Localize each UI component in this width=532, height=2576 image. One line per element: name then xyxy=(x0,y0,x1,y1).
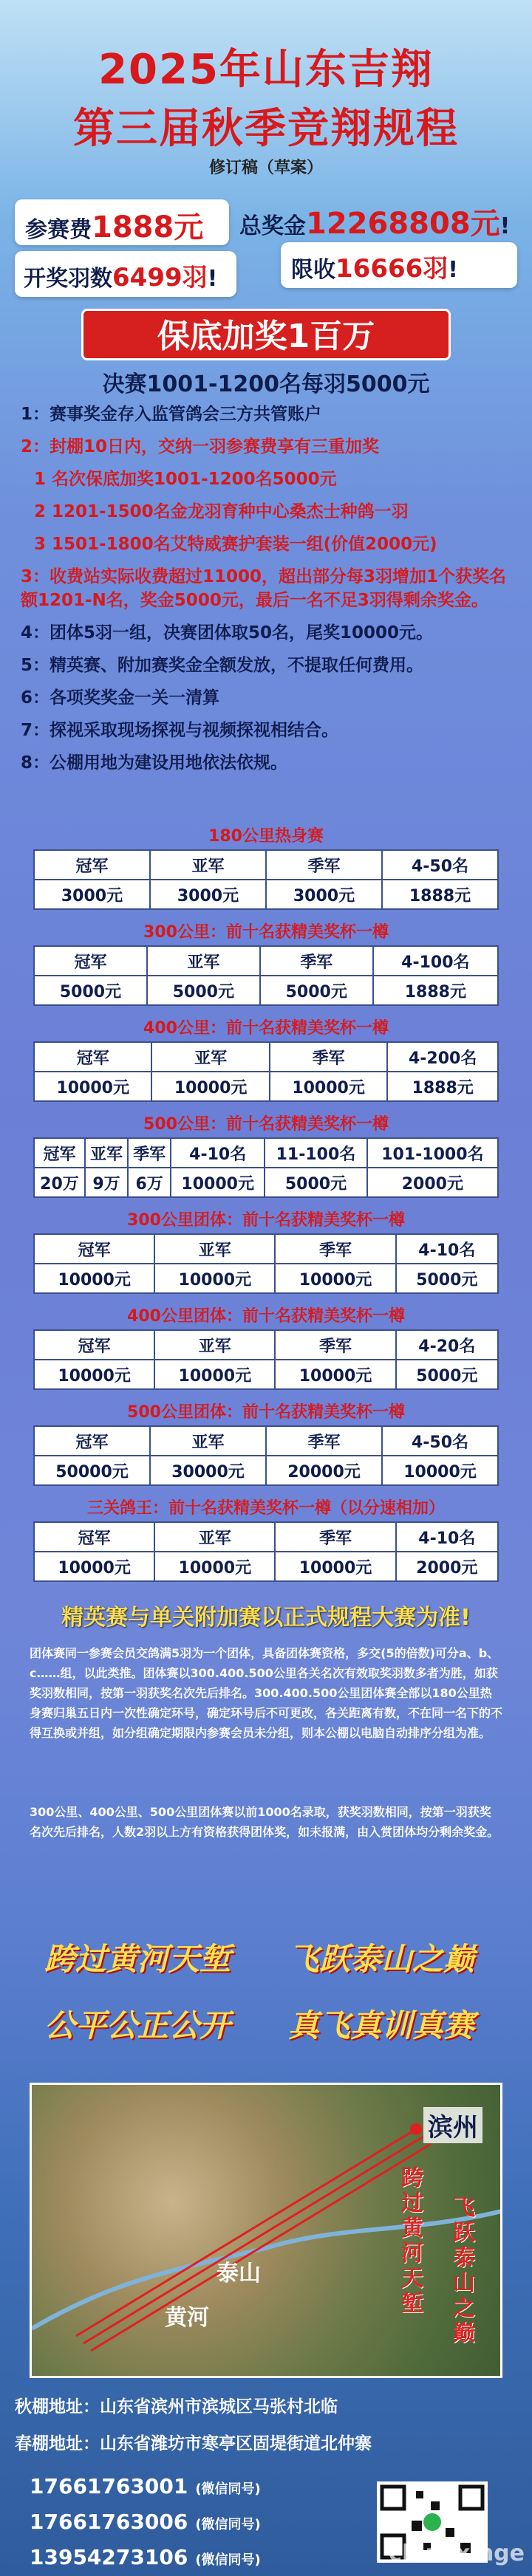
prize-table xyxy=(33,1521,499,1582)
table-cell: 10000元 xyxy=(275,1360,395,1389)
entry-fee-label: 参赛费 xyxy=(25,217,92,243)
table-cell: 101-1000名 xyxy=(367,1138,498,1168)
taishan-label: 泰山 xyxy=(216,2261,261,2286)
entry-fee-box xyxy=(15,199,229,245)
table-cell: 5000元 xyxy=(147,976,260,1005)
rule-item: 2：封棚10日内，交纳一羽参赛费享有三重加奖 xyxy=(21,437,380,456)
spring-address xyxy=(15,2430,517,2454)
spring-address-value: 山东省潍坊市寒亭区固堤街道北仲寨 xyxy=(100,2434,372,2453)
huanghe-label: 黄河 xyxy=(165,2305,209,2331)
phone-item[interactable] xyxy=(30,2545,261,2569)
notice-headline: 精英赛与单关附加赛以正式规程大赛为准! xyxy=(61,1605,471,1631)
rule-item: 3 1501-1800名艾特威赛护套装一组(价值2000元) xyxy=(34,535,437,554)
table-cell: 10000元 xyxy=(34,1360,154,1389)
award-count-value: 6499羽 xyxy=(112,263,208,292)
table-cell: 冠军 xyxy=(34,1330,154,1360)
table-cell: 1888元 xyxy=(373,976,498,1005)
phone-tag: (微信同号) xyxy=(195,2481,261,2497)
table-head-row xyxy=(34,946,498,976)
table-cell: 6万 xyxy=(128,1168,171,1197)
award-count-box xyxy=(15,251,236,297)
table-cell: 季军 xyxy=(260,946,373,976)
vertical-slogan-a: 跨过黄河天堑 xyxy=(401,2165,423,2317)
table-cell: 季军 xyxy=(270,1042,387,1072)
autumn-address xyxy=(15,2393,517,2417)
prize-table xyxy=(33,1233,499,1294)
table-head-row xyxy=(34,1234,498,1264)
table-cell: 冠军 xyxy=(34,1138,85,1168)
table-cell: 5000元 xyxy=(260,976,373,1005)
bonus-banner: 保底加奖1百万 xyxy=(81,309,451,360)
award-count-label: 开奖羽数 xyxy=(24,266,112,292)
route-line xyxy=(83,2137,423,2343)
prize-table xyxy=(33,1041,499,1102)
flight-route-map xyxy=(30,2083,502,2378)
table-cell: 1888元 xyxy=(382,880,498,909)
table-cell: 10000元 xyxy=(154,1264,275,1293)
phone-number[interactable]: 13954273106 xyxy=(30,2545,188,2569)
table-cell: 季军 xyxy=(275,1234,395,1264)
binzhou-label: 滨州 xyxy=(423,2107,482,2143)
table-cell: 冠军 xyxy=(34,1042,151,1072)
table-cell: 10000元 xyxy=(275,1264,395,1293)
rule-item: 8：公棚用地为建设用地依法依规。 xyxy=(21,753,288,773)
rule-item: 7：探视采取现场探视与视频探视相结合。 xyxy=(21,721,339,740)
table-row xyxy=(34,1456,498,1485)
table-cell: 亚军 xyxy=(154,1522,275,1552)
table-title: 300公里：前十名获精美奖杯一樽 xyxy=(143,923,389,942)
rule-item: 1：赛事奖金存入监管鸽会三方共管账户 xyxy=(21,405,322,424)
yellow-river-line xyxy=(32,2210,502,2329)
phone-item[interactable] xyxy=(30,2510,261,2534)
total-prize-value: 12268808元 xyxy=(306,207,500,241)
limit-box xyxy=(281,242,517,288)
table-cell: 冠军 xyxy=(34,946,147,976)
title-line-1: 2025年山东吉翔 xyxy=(98,46,434,94)
revision-note: 修订稿（草案） xyxy=(208,159,323,177)
table-cell: 10000元 xyxy=(154,1360,275,1389)
binzhou-marker xyxy=(410,2123,422,2135)
phone-number[interactable]: 17661763001 xyxy=(30,2474,188,2498)
table-cell: 10000元 xyxy=(171,1168,265,1197)
table-cell: 季军 xyxy=(275,1330,395,1360)
table-cell: 季军 xyxy=(266,850,382,880)
rule-item: 5：精英赛、附加赛奖金全额发放，不提取任何费用。 xyxy=(21,656,424,675)
rule-item: 2 1201-1500名金龙羽育种中心桑杰士种鸽一羽 xyxy=(34,502,409,521)
table-row xyxy=(34,1264,498,1293)
table-cell: 4-10名 xyxy=(396,1522,498,1552)
table-cell: 4-10名 xyxy=(396,1234,498,1264)
table-cell: 2000元 xyxy=(367,1168,498,1197)
table-cell: 4-200名 xyxy=(387,1042,498,1072)
slogan-1a: 跨过黄河天堑 xyxy=(44,1941,231,1977)
prize-table xyxy=(33,849,499,910)
table-cell: 季军 xyxy=(128,1138,171,1168)
table-cell: 5000元 xyxy=(396,1264,498,1293)
rules-list xyxy=(21,402,516,784)
limit-label: 限收 xyxy=(291,257,335,283)
autumn-address-label: 秋棚地址： xyxy=(15,2397,100,2416)
table-row xyxy=(34,976,498,1005)
table-head-row xyxy=(34,1138,498,1168)
autumn-address-value: 山东省滨州市滨城区马张村北临 xyxy=(100,2397,338,2416)
award-count-suffix: ! xyxy=(207,266,218,292)
table-cell: 3000元 xyxy=(266,880,382,909)
table-row xyxy=(34,1552,498,1581)
table-cell: 1888元 xyxy=(387,1072,498,1101)
table-cell: 亚军 xyxy=(154,1330,275,1360)
table-cell: 亚军 xyxy=(147,946,260,976)
vertical-slogan-b: 飞跃泰山之巅 xyxy=(453,2195,475,2346)
phone-tag: (微信同号) xyxy=(195,2552,261,2568)
table-cell: 3000元 xyxy=(150,880,266,909)
notice-paragraph-2: 300公里、400公里、500公里团体赛以前1000名录取，获奖羽数相同，按第一羽获奖名次先后排名，人数2羽以上方有资格获得团体奖，如未报满，由入赏团体均分剩余奖金。 xyxy=(30,1805,499,1839)
prize-table xyxy=(33,945,499,1006)
table-cell: 亚军 xyxy=(151,1042,269,1072)
table-cell: 10000元 xyxy=(154,1552,275,1581)
notice-paragraph-1: 团体赛同一参赛会员交鸽满5羽为一个团体，具备团体赛资格，多交(5的倍数)可分a、b、c……组，以此类推。团体赛以300.400.500公里各关名次有效取奖羽数多者为胜，如获奖羽数相同，按第一羽获奖名次先后排名。300.400.500公里团体赛全部以180公里热身赛归巢五日内一次性确定环号，确定环号后不可更改，各关距离有数，不在同一名下的不得互换或并组，如分组确定期限内参赛会员未分组，则本公棚以电脑自动排序分组为准。 xyxy=(30,1646,503,1740)
table-cell: 10000元 xyxy=(34,1552,154,1581)
table-cell: 季军 xyxy=(275,1522,395,1552)
table-title: 三关鸽王：前十名获精美奖杯一樽（以分速相加） xyxy=(86,1499,445,1518)
limit-suffix: ! xyxy=(448,257,458,283)
phone-number[interactable]: 17661763006 xyxy=(30,2510,188,2534)
table-cell: 亚军 xyxy=(150,1426,266,1456)
table-cell: 10000元 xyxy=(275,1552,395,1581)
table-cell: 11-100名 xyxy=(265,1138,367,1168)
table-row xyxy=(34,880,498,909)
table-cell: 4-50名 xyxy=(382,850,498,880)
table-cell: 5000元 xyxy=(265,1168,367,1197)
total-prize-box xyxy=(236,196,525,242)
limit-value: 16666羽 xyxy=(335,254,449,284)
table-cell: 5000元 xyxy=(396,1360,498,1389)
table-cell: 4-100名 xyxy=(373,946,498,976)
table-cell: 4-50名 xyxy=(382,1426,498,1456)
slogan-2a: 公平公正公开 xyxy=(44,2007,231,2044)
table-row xyxy=(34,1168,498,1197)
phone-item[interactable] xyxy=(30,2474,261,2498)
title-line-2: 第三届秋季竞翔规程 xyxy=(73,105,459,153)
table-head-row xyxy=(34,850,498,880)
table-row xyxy=(34,1360,498,1389)
rule-item: 1 名次保底加奖1001-1200名5000元 xyxy=(34,470,337,489)
table-cell: 50000元 xyxy=(34,1456,150,1485)
watermark: chinaxinge xyxy=(389,2541,525,2566)
slogan-2b: 真飞真训真赛 xyxy=(288,2007,475,2044)
table-cell: 亚军 xyxy=(154,1234,275,1264)
table-cell: 冠军 xyxy=(34,850,150,880)
table-cell: 亚军 xyxy=(150,850,266,880)
prize-table xyxy=(33,1329,499,1390)
table-head-row xyxy=(34,1042,498,1072)
prize-table xyxy=(33,1137,499,1198)
table-cell: 冠军 xyxy=(34,1426,150,1456)
table-cell: 10000元 xyxy=(151,1072,269,1101)
spring-address-label: 春棚地址： xyxy=(15,2434,100,2453)
rule-item: 6：各项奖奖金一关一清算 xyxy=(21,688,220,708)
table-title: 500公里：前十名获精美奖杯一樽 xyxy=(143,1115,389,1134)
route-line xyxy=(91,2144,431,2351)
table-head-row xyxy=(34,1522,498,1552)
final-prize-line: 决赛1001-1200名每羽5000元 xyxy=(102,371,430,397)
table-row xyxy=(34,1072,498,1101)
rule-item: 4：团体5羽一组，决赛团体取50名，尾奖10000元。 xyxy=(21,623,434,643)
total-prize-suffix: ! xyxy=(499,213,511,239)
table-cell: 9万 xyxy=(85,1168,128,1197)
table-head-row xyxy=(34,1330,498,1360)
table-cell: 2000元 xyxy=(396,1552,498,1581)
table-cell: 季军 xyxy=(266,1426,382,1456)
table-cell: 5000元 xyxy=(34,976,147,1005)
table-cell: 冠军 xyxy=(34,1234,154,1264)
table-cell: 3000元 xyxy=(34,880,150,909)
table-title: 300公里团体：前十名获精美奖杯一樽 xyxy=(127,1211,405,1230)
slogan-1b: 飞跃泰山之巅 xyxy=(288,1941,475,1977)
table-cell: 4-20名 xyxy=(396,1330,498,1360)
table-cell: 10000元 xyxy=(34,1072,151,1101)
table-cell: 冠军 xyxy=(34,1522,154,1552)
table-cell: 10000元 xyxy=(382,1456,498,1485)
prize-table xyxy=(33,1425,499,1486)
table-cell: 30000元 xyxy=(150,1456,266,1485)
entry-fee-value: 1888元 xyxy=(92,210,204,244)
table-cell: 20000元 xyxy=(266,1456,382,1485)
table-cell: 10000元 xyxy=(270,1072,387,1101)
table-title: 400公里：前十名获精美奖杯一樽 xyxy=(143,1019,389,1038)
total-prize-label: 总奖金 xyxy=(239,213,306,239)
table-cell: 4-10名 xyxy=(171,1138,265,1168)
phone-tag: (微信同号) xyxy=(195,2517,261,2532)
table-head-row xyxy=(34,1426,498,1456)
rule-item: 3：收费站实际收费超过11000，超出部分每3羽增加1个获奖名额1201-N名，奖金5000元，最后一名不足3羽得剩余奖金。 xyxy=(21,567,507,610)
table-title: 180公里热身赛 xyxy=(208,827,324,846)
table-cell: 20万 xyxy=(34,1168,85,1197)
table-cell: 亚军 xyxy=(85,1138,128,1168)
table-title: 400公里团体：前十名获精美奖杯一樽 xyxy=(127,1307,405,1326)
table-title: 500公里团体：前十名获精美奖杯一樽 xyxy=(127,1403,405,1422)
table-cell: 10000元 xyxy=(34,1264,154,1293)
